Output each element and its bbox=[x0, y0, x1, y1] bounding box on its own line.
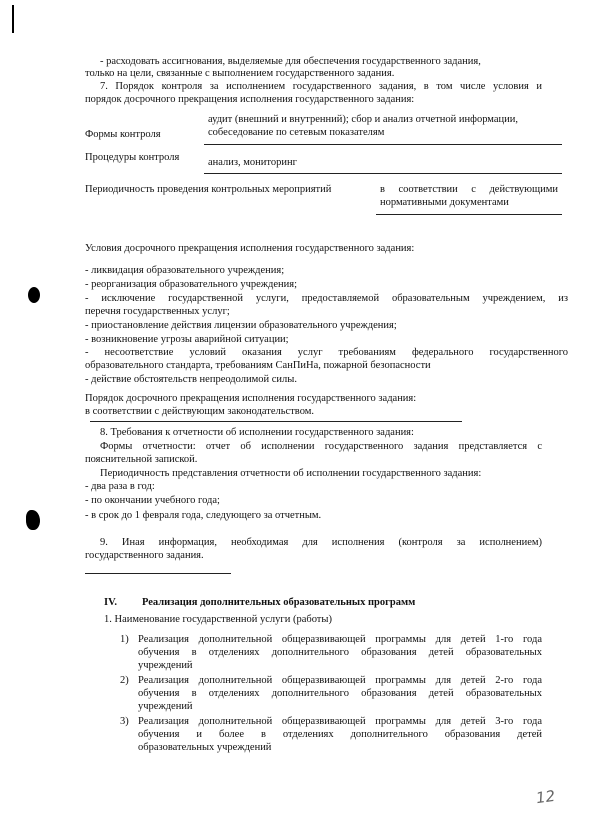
termination-order: в соответствии с действующим законодательством. bbox=[85, 406, 315, 417]
termination-order: Порядок досрочного прекращения исполнения государственного задания: bbox=[85, 393, 417, 404]
footnote-rule bbox=[85, 573, 231, 574]
termination-heading: Условия досрочного прекращения исполнения государственного задания: bbox=[85, 243, 415, 254]
section-numeral: IV. bbox=[104, 597, 117, 608]
table-rule bbox=[204, 144, 562, 145]
termination-item: - несоответствие условий оказания услуг требованиям федерального государственного bbox=[85, 347, 568, 358]
reporting-item: - в срок до 1 февраля года, следующего за отчетным. bbox=[85, 510, 322, 521]
program-text: Реализация дополнительной общеразвивающей программы для детей 2-го года bbox=[138, 675, 542, 686]
reporting-forms: пояснительной запиской. bbox=[85, 454, 198, 465]
periodicity-label: Периодичность проведения контрольных мероприятий bbox=[85, 184, 332, 195]
reporting-periodicity: Периодичность представления отчетности об исполнении государственного задания: bbox=[100, 468, 482, 479]
program-number: 1) bbox=[120, 634, 129, 645]
termination-item: - возникновение угрозы аварийной ситуации; bbox=[85, 334, 289, 345]
program-text: обучения в отделениях дополнительного образования детей образовательных bbox=[138, 647, 542, 658]
termination-item: - ликвидация образовательного учреждения; bbox=[85, 265, 285, 276]
intro-line: только на цели, связанные с выполнением государственного задания. bbox=[85, 68, 395, 79]
reporting-item: - два раза в год: bbox=[85, 481, 155, 492]
program-text: обучения и более в отделениях дополнительного образования детей bbox=[138, 729, 542, 740]
page-number: 12 bbox=[534, 786, 557, 808]
punch-hole-mark-1 bbox=[28, 287, 40, 303]
reporting-heading: 8. Требования к отчетности об исполнении государственного задания: bbox=[100, 427, 414, 438]
forms-label: Формы контроля bbox=[85, 129, 161, 140]
other-info: государственного задания. bbox=[85, 550, 204, 561]
scan-mark-top bbox=[12, 5, 14, 33]
punch-hole-mark-2 bbox=[26, 510, 40, 530]
procedures-value: анализ, мониторинг bbox=[208, 157, 297, 168]
program-number: 2) bbox=[120, 675, 129, 686]
termination-item: образовательного стандарта, требованиям СанПиНа, пожарной безопасности bbox=[85, 360, 431, 371]
termination-item: - реорганизация образовательного учреждения; bbox=[85, 279, 298, 290]
section-title: Реализация дополнительных образовательных программ bbox=[142, 597, 416, 608]
program-text: обучения в отделениях дополнительного образования детей образовательных bbox=[138, 688, 542, 699]
termination-item: - действие обстоятельств непреодолимой силы. bbox=[85, 374, 297, 385]
table-rule bbox=[376, 214, 562, 215]
program-number: 3) bbox=[120, 716, 129, 727]
termination-item: перечня государственных услуг; bbox=[85, 306, 230, 317]
procedures-label: Процедуры контроля bbox=[85, 152, 180, 163]
program-text: образовательных учреждений bbox=[138, 742, 272, 753]
control-order-text: 7. Порядок контроля за исполнением государственного задания, в том числе условия и bbox=[100, 81, 542, 92]
control-order-text: порядок досрочного прекращения исполнения государственного задания: bbox=[85, 94, 415, 105]
forms-value: аудит (внешний и внутренний); сбор и анализ отчетной информации, bbox=[208, 114, 519, 125]
program-text: Реализация дополнительной общеразвивающей программы для детей 3-го года bbox=[138, 716, 542, 727]
reporting-forms: Формы отчетности: отчет об исполнении государственного задания представляется с bbox=[100, 441, 542, 452]
program-text: Реализация дополнительной общеразвивающей программы для детей 1-го года bbox=[138, 634, 542, 645]
program-text: учреждений bbox=[138, 701, 193, 712]
termination-item: - исключение государственной услуги, предоставляемой образовательным учреждением, из bbox=[85, 293, 568, 304]
other-info: 9. Иная информация, необходимая для исполнения (контроля за исполнением) bbox=[100, 537, 542, 548]
periodicity-value: в соответствии с действующими bbox=[380, 184, 558, 195]
forms-value: собеседование по сетевым показателям bbox=[208, 127, 385, 138]
periodicity-value: нормативными документами bbox=[380, 197, 509, 208]
service-name-label: 1. Наименование государственной услуги (работы) bbox=[104, 614, 332, 625]
termination-item: - приостановление действия лицензии образовательного учреждения; bbox=[85, 320, 397, 331]
reporting-item: - по окончании учебного года; bbox=[85, 495, 220, 506]
table-rule bbox=[204, 173, 562, 174]
section-rule bbox=[90, 421, 462, 422]
intro-line: - расходовать ассигнования, выделяемые для обеспечения государственного задания, bbox=[100, 56, 481, 67]
program-text: учреждений bbox=[138, 660, 193, 671]
